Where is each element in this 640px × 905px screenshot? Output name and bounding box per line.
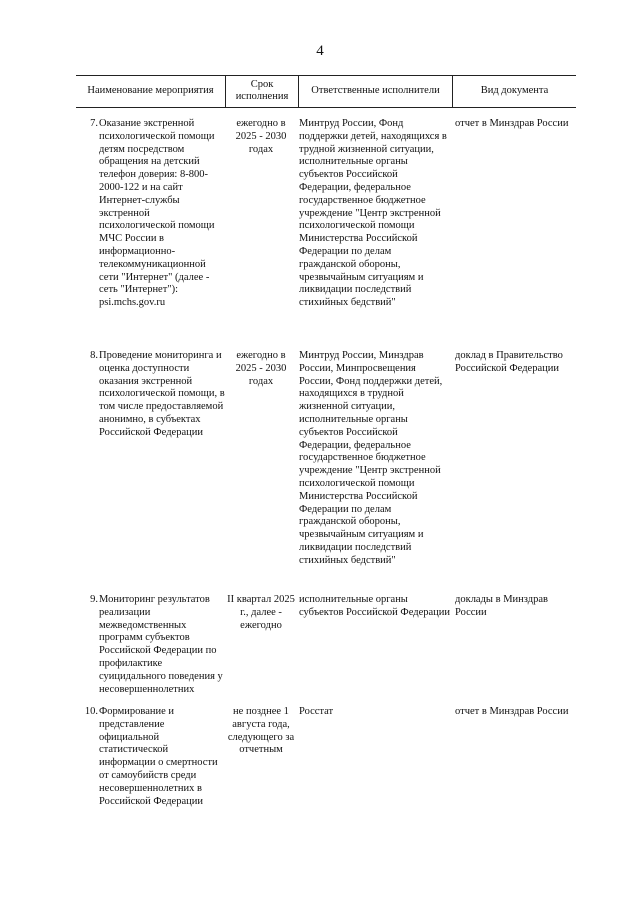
doc-type-cell: отчет в Минздрав России [455, 706, 569, 717]
term-cell: ежегодно в 2025 - 2030 годах [235, 350, 287, 387]
row-number: 10. [84, 706, 98, 717]
term-cell: II квартал 2025 г., далее - ежегодно [227, 594, 295, 631]
doc-type-cell: доклад в Правительство Российской Федерации [455, 350, 563, 374]
responsible-cell: Росстат [299, 706, 334, 717]
doc-type-cell: отчет в Минздрав России [455, 118, 569, 129]
row-number: 7. [90, 118, 98, 129]
measure-name: Оказание экстренной психологической помощи детям посредством обращения на детский телефон доверия: 8-800-2000-122 и на сайт Интернет-службы экстренной психологической помощи МЧС России в информационно-телекоммуникационной сети "Интернет" (далее - сеть "Интернет"): psi.mchs.gov.ru [99, 118, 215, 309]
header-responsible: Ответственные исполнители [311, 85, 440, 96]
header-name: Наименование мероприятия [87, 85, 214, 96]
responsible-cell: Минтруд России, Минздрав России, Минпросвещения России, Фонд поддержки детей, находящихся в трудной жизненной ситуации, исполнительные органы субъектов Российской Федерации, федеральное государственное бюджетное учреждение "Центр экстренной психологической помощи Министерства Российской Федерации по делам гражданской обороны, чрезвычайным ситуациям и ликвидации последствий стихийных бедствий" [299, 350, 443, 566]
responsible-cell: Минтруд России, Фонд поддержки детей, находящихся в трудной жизненной ситуации, исполнительные органы субъектов Российской Федерации, федеральное государственное бюджетное учреждение "Центр экстренной психологической помощи Министерства Российской Федерации по делам гражданской обороны, чрезвычайным ситуациям и ликвидации последствий стихийных бедствий" [299, 118, 447, 309]
table-header-bottom-rule [76, 107, 576, 108]
row-number: 9. [90, 594, 98, 605]
doc-type-cell: доклады в Минздрав России [455, 594, 548, 618]
measure-name: Мониторинг результатов реализации межведомственных программ субъектов Российской Федерации по профилактике суицидального поведения у несовершеннолетних [99, 594, 223, 695]
responsible-cell: исполнительные органы субъектов Российской Федерации [299, 594, 451, 618]
term-cell: не позднее 1 августа года, следующего за отчетным [227, 706, 295, 756]
header-term: Срок исполнения [235, 79, 289, 102]
term-cell: ежегодно в 2025 - 2030 годах [235, 118, 287, 155]
measure-name: Формирование и представление официальной статистической информации о смертности от самоубийств среди несовершеннолетних в Российской Федерации [99, 706, 218, 807]
header-doc-type: Вид документа [480, 85, 549, 96]
row-number: 8. [90, 350, 98, 361]
measure-name: Проведение мониторинга и оценка доступности оказания экстренной психологической помощи, в том числе предоставляемой анонимно, в субъектах Российской Федерации [99, 350, 225, 438]
page-number: 4 [316, 43, 324, 59]
